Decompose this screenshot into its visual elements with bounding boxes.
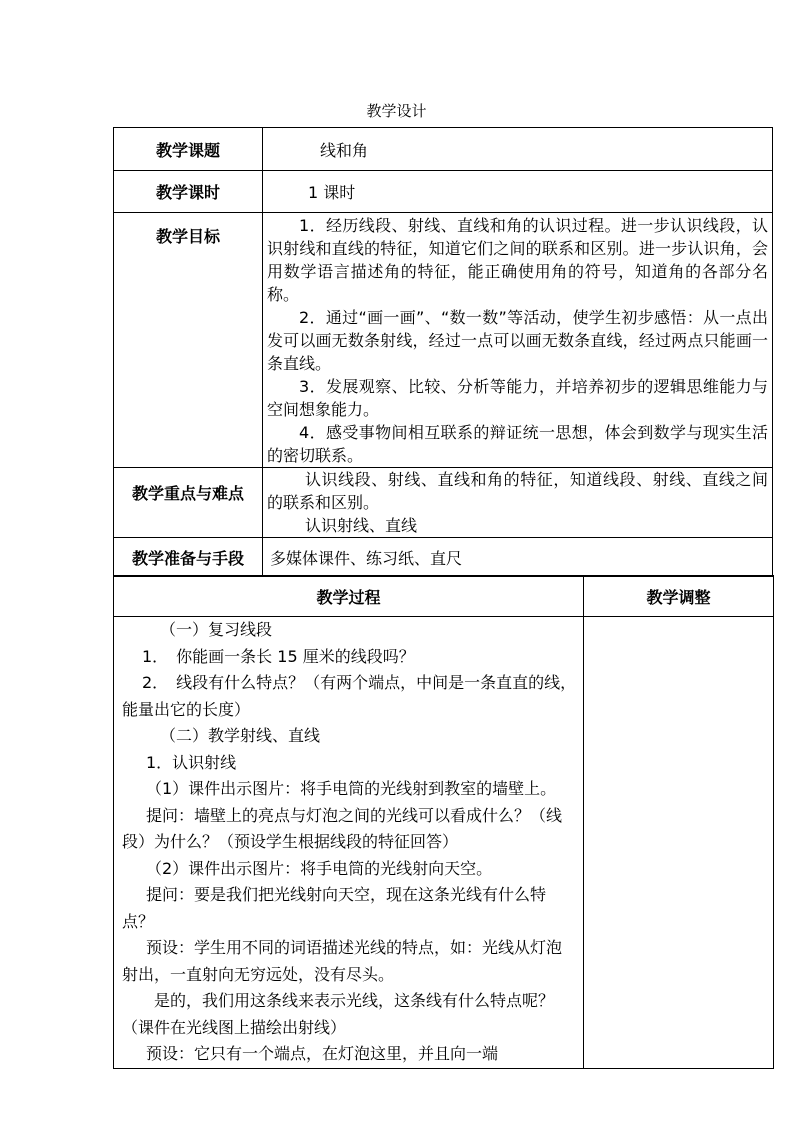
- process-line: 预设：它只有一个端点，在灯泡这里，并且向一端: [146, 1044, 499, 1063]
- process-line: 2． 线段有什么特点？（有两个端点，中间是一条直直的线，能量出它的长度）: [122, 673, 577, 719]
- topic-value-cell: [263, 128, 773, 171]
- document-title: 教学设计: [366, 102, 427, 120]
- prep-value: 多媒体课件、练习纸、直尺: [270, 548, 463, 568]
- topic-value: 线和角: [320, 140, 369, 160]
- process-line: 1．认识射线: [146, 752, 237, 772]
- adjust-content-cell: [584, 617, 774, 1069]
- hours-label: 教学课时: [155, 183, 220, 202]
- process-line: 是的，我们用这条线来表示光线，这条线有什么特点呢？（课件在光线图上描绘出射线）: [122, 991, 555, 1037]
- prep-value-cell: [263, 538, 773, 577]
- process-line: （2）课件出示图片：将手电筒的光线射向天空。: [146, 858, 493, 878]
- row-topic: [114, 128, 773, 171]
- process-line: 提问：要是我们把光线射向天空，现在这条光线有什么特点？: [122, 885, 547, 931]
- process-line: 提问：墙壁上的亮点与灯泡之间的光线可以看成什么？（线段）为什么？（预设学生根据线段的特征回答）: [122, 805, 563, 851]
- process-header-row: [114, 576, 774, 617]
- goal-label: 教学目标: [155, 227, 220, 246]
- prep-label-cell: [114, 538, 263, 577]
- info-table: [113, 127, 773, 577]
- key-label: 教学重点与难点: [131, 484, 244, 503]
- key-value-cell: [263, 468, 773, 538]
- key-line-1: 认识线段、射线、直线和角的特征，知道线段、射线、直线之间的联系和区别。: [267, 470, 768, 512]
- topic-label: 教学课题: [155, 140, 220, 160]
- goal-2: 2．通过“画一画”、“数一数”等活动，使学生初步感悟：从一点出发可以画无数条射线，经过一点可以画无数条直线，经过两点只能画一条直线。: [267, 308, 768, 373]
- goal-label-cell: [114, 213, 263, 468]
- key-line-2: 认识射线、直线: [305, 516, 418, 535]
- process-line: 预设：学生用不同的词语描述光线的特点，如：光线从灯泡射出，一直射向无穷远处，没有尽头。: [122, 938, 563, 984]
- process-header: 教学过程: [114, 576, 584, 617]
- adjust-header: 教学调整: [584, 576, 774, 617]
- goal-1: 1．经历线段、射线、直线和角的认识过程。进一步认识线段，认识射线和直线的特征，知道它们之间的联系和区别。进一步认识角，会用数学语言描述角的特征，能正确使用角的符号，知道角的各部分名称。: [267, 216, 768, 304]
- prep-label: 教学准备与手段: [131, 548, 244, 568]
- key-label-cell: [114, 468, 263, 538]
- row-hours: [114, 171, 773, 213]
- process-line: （一）复习线段: [160, 620, 273, 639]
- goal-4: 4．感受事物间相互联系的辩证统一思想，体会到数学与现实生活的密切联系。: [267, 423, 768, 465]
- process-line: （1）课件出示图片：将手电筒的光线射到教室的墙壁上。: [146, 779, 557, 798]
- goal-3: 3．发展观察、比较、分析等能力，并培养初步的逻辑思维能力与空间想象能力。: [267, 377, 768, 419]
- row-goal: [114, 213, 773, 468]
- topic-label-cell: [114, 128, 263, 171]
- hours-value: 1 课时: [308, 183, 356, 202]
- process-table: [113, 575, 774, 1069]
- hours-value-cell: [263, 171, 773, 213]
- process-line: （二）教学射线、直线: [160, 726, 321, 745]
- goal-value-cell: [263, 213, 773, 468]
- row-key: [114, 468, 773, 538]
- process-line: 1． 你能画一条长 15 厘米的线段吗？: [142, 646, 415, 666]
- row-prep: [114, 538, 773, 577]
- process-body-row: [114, 617, 774, 1069]
- hours-label-cell: [114, 171, 263, 213]
- process-content-cell: [114, 617, 584, 1069]
